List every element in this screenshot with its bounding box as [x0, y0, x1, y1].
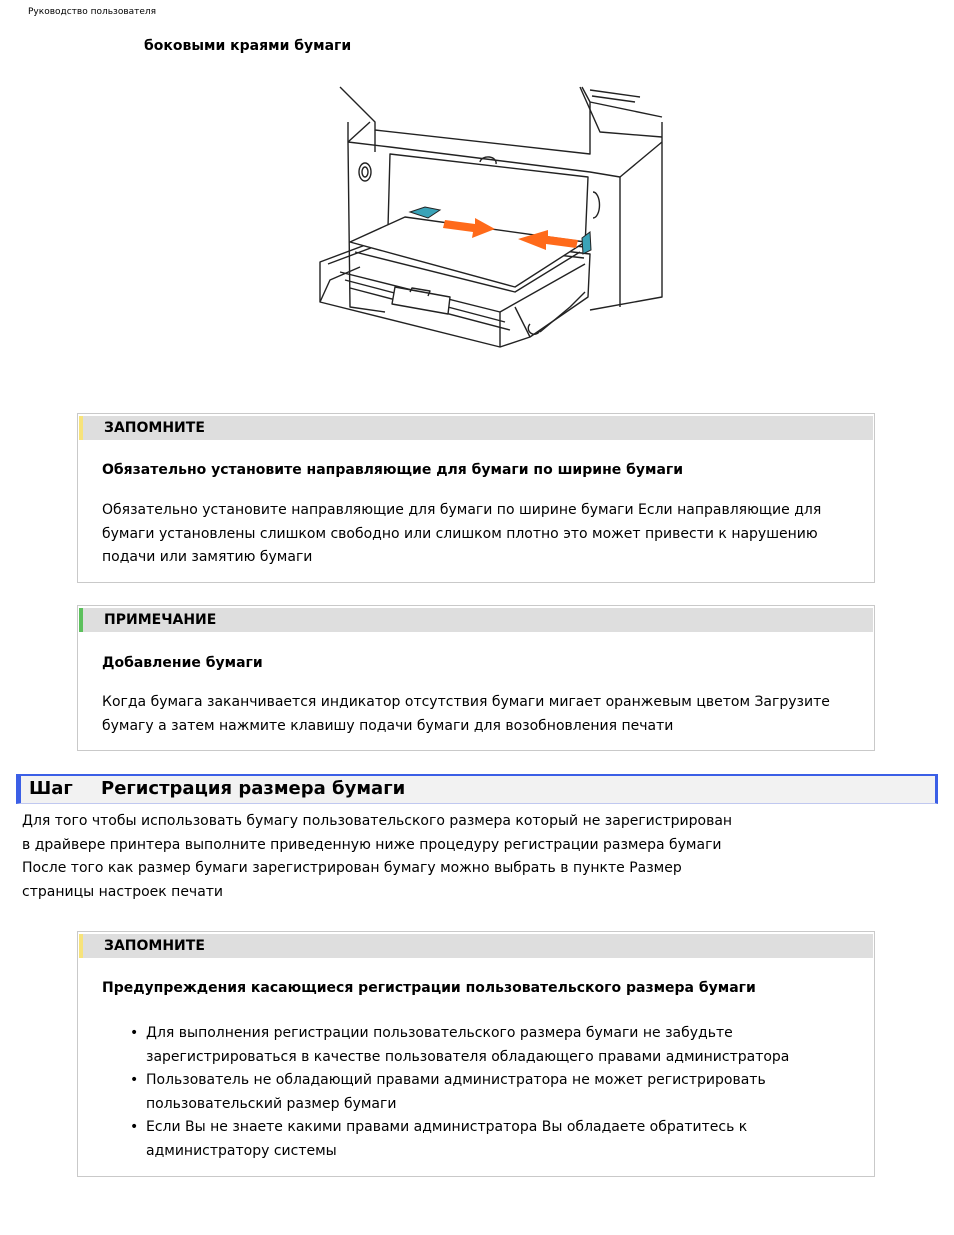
warning-list — [130, 1022, 826, 1163]
remember-box-2-title: Предупреждения касающиеся регистрации пользовательского размера бумаги — [102, 980, 756, 996]
bullet-icon: • — [130, 1025, 139, 1041]
remember-box-2 — [77, 931, 875, 1177]
bullet-icon: • — [130, 1072, 139, 1088]
remember-box-title: Обязательно установите направляющие для бумаги по ширине бумаги — [102, 462, 684, 478]
figure-caption: боковыми краями бумаги — [144, 38, 352, 54]
note-box — [77, 605, 875, 751]
list-item-text: Если Вы не знаете какими правами администратора Вы обладаете обратитесь к администратору системы — [146, 1119, 748, 1159]
list-item — [130, 1116, 826, 1163]
note-box-title: Добавление бумаги — [102, 655, 263, 671]
list-item-text: Для выполнения регистрации пользовательского размера бумаги не забудьте зарегистрироваться в качестве пользователя обладающего правами администратора — [146, 1025, 790, 1065]
list-item — [130, 1069, 826, 1116]
note-box-header: ПРИМЕЧАНИЕ — [79, 608, 873, 632]
step-label: Шаг — [29, 778, 73, 799]
remember-box-2-header: ЗАПОМНИТЕ — [79, 934, 873, 958]
printer-paper-guides-illustration — [300, 82, 666, 358]
step-title: Регистрация размера бумаги — [101, 778, 406, 799]
step-intro-paragraph-2: После того как размер бумаги зарегистрирован бумагу можно выбрать в пункте Размер страницы настроек печати — [22, 860, 682, 900]
list-item-text: Пользователь не обладающий правами администратора не может регистрировать пользовательский размер бумаги — [146, 1072, 766, 1112]
remember-box-body: Обязательно установите направляющие для бумаги по ширине бумаги Если направляющие для бумаги установлены слишком свободно или слишком плотно это может привести к нарушению подачи или замятию бумаги — [102, 502, 822, 565]
remember-box-header: ЗАПОМНИТЕ — [79, 416, 873, 440]
remember-box — [77, 413, 875, 583]
step-heading — [16, 774, 938, 804]
bullet-icon: • — [130, 1119, 139, 1135]
list-item — [130, 1022, 826, 1069]
step-intro-paragraph-1: Для того чтобы использовать бумагу пользовательского размера который не зарегистрирован в драйвере принтера выполните приведенную ниже процедуру регистрации размера бумаги — [22, 813, 733, 853]
running-header: Руководство пользователя — [28, 7, 157, 17]
note-box-body: Когда бумага заканчивается индикатор отсутствия бумаги мигает оранжевым цветом Загрузите бумагу а затем нажмите клавишу подачи бумаги для возобновления печати — [102, 694, 830, 734]
step-intro — [22, 810, 742, 904]
